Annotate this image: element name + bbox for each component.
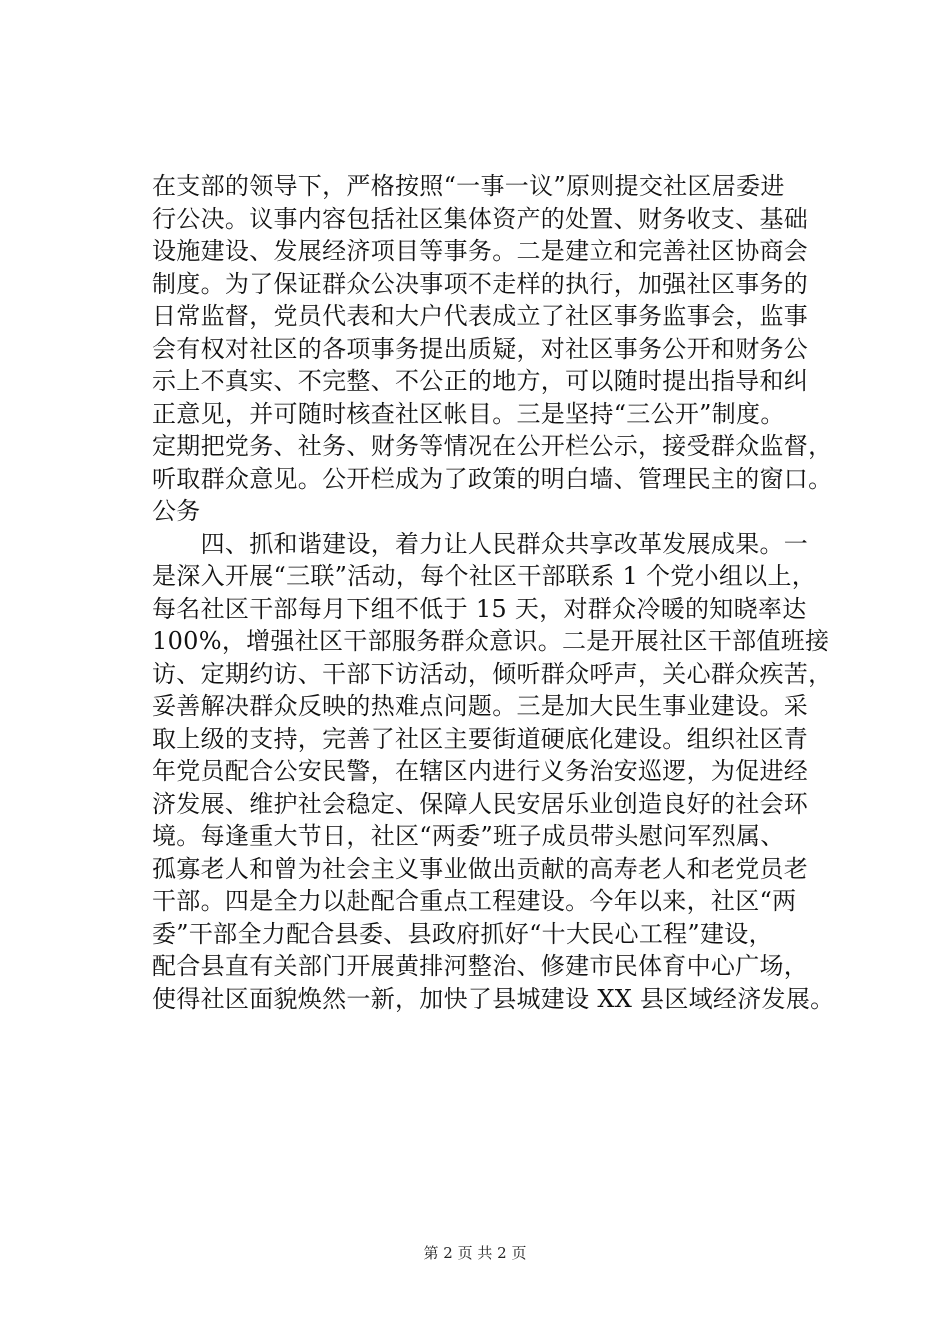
text-line: 听取群众意见。公开栏成为了政策的明白墙、管理民主的窗口。 bbox=[152, 464, 833, 493]
page-footer: 第 2 页 共 2 页 bbox=[423, 1244, 527, 1262]
text-line: 公务 bbox=[152, 497, 201, 525]
text-line: 日常监督，党员代表和大户代表成立了社区事务监事会，监事 bbox=[152, 302, 809, 330]
text-line: 访、定期约访、干部下访活动，倾听群众呼声，关心群众疾苦， bbox=[152, 659, 833, 688]
text-line: 孤寡老人和曾为社会主义事业做出贡献的高寿老人和老党员老 bbox=[152, 854, 809, 883]
text-line: 定期把党务、社务、财务等情况在公开栏公示，接受群众监督， bbox=[152, 432, 833, 460]
body-text bbox=[152, 170, 846, 1015]
text-line: 委”干部全力配合县委、县政府抓好“十大民心工程”建设， bbox=[152, 919, 773, 948]
text-line: 境。每逢重大节日，社区“两委”班子成员带头慰问军烈属、 bbox=[152, 822, 785, 850]
text-line: 设施建设、发展经济项目等事务。二是建立和完善社区协商会 bbox=[152, 237, 809, 265]
text-line: 在支部的领导下，严格按照“一事一议”原则提交社区居委进 bbox=[152, 172, 785, 200]
text-line: 示上不真实、不完整、不公正的地方，可以随时提出指导和纠 bbox=[152, 367, 809, 395]
text-line: 干部。四是全力以赴配合重点工程建设。今年以来，社区“两 bbox=[152, 887, 797, 915]
text-line: 正意见，并可随时核查社区帐目。三是坚持“三公开”制度。 bbox=[152, 399, 785, 428]
text-line: 妥善解决群众反映的热难点问题。三是加大民生事业建设。采 bbox=[152, 692, 809, 720]
text-line: 济发展、维护社会稳定、保障人民安居乐业创造良好的社会环 bbox=[152, 789, 809, 818]
text-line: 100%，增强社区干部服务群众意识。二是开展社区干部值班接 bbox=[152, 627, 830, 655]
text-line: 每名社区干部每月下组不低于 15 天，对群众冷暖的知晓率达 bbox=[152, 594, 807, 623]
text-line: 四、抓和谐建设，着力让人民群众共享改革发展成果。一 bbox=[152, 529, 809, 558]
text-line: 是深入开展“三联”活动，每个社区干部联系 1 个党小组以上， bbox=[152, 562, 817, 590]
text-line: 使得社区面貌焕然一新，加快了县城建设 XX 县区域经济发展。 bbox=[152, 984, 835, 1013]
text-line: 取上级的支持，完善了社区主要街道硬底化建设。组织社区青 bbox=[152, 724, 809, 753]
text-line: 会有权对社区的各项事务提出质疑，对社区事务公开和财务公 bbox=[152, 334, 809, 363]
text-line: 年党员配合公安民警，在辖区内进行义务治安巡逻，为促进经 bbox=[152, 757, 809, 785]
text-line: 行公决。议事内容包括社区集体资产的处置、财务收支、基础 bbox=[152, 204, 809, 233]
text-line: 配合县直有关部门开展黄排河整治、修建市民体育中心广场， bbox=[152, 952, 809, 980]
text-line: 制度。为了保证群众公决事项不走样的执行，加强社区事务的 bbox=[152, 269, 809, 298]
